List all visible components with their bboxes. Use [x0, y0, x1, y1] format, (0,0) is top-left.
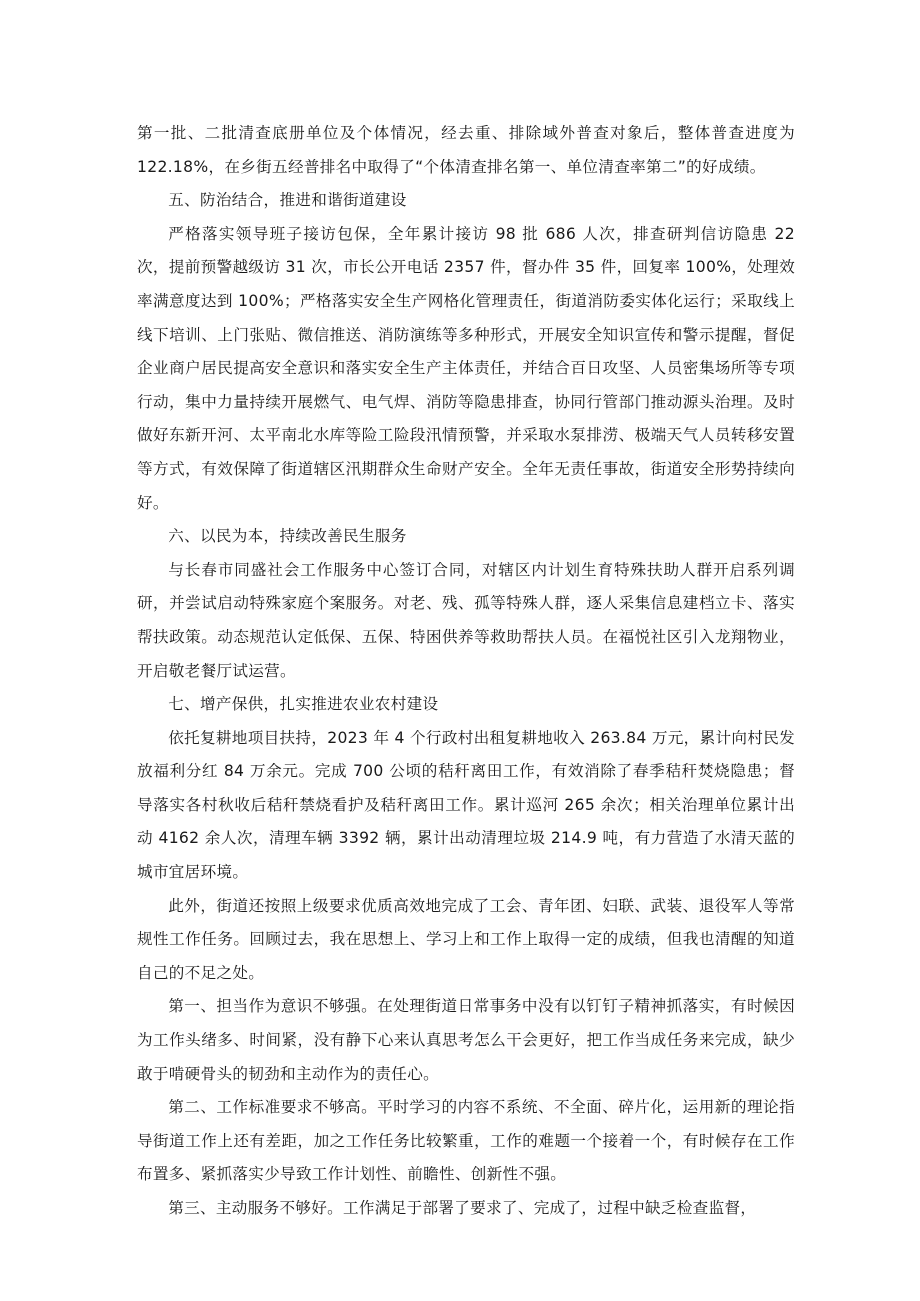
- paragraph-other-tasks: 此外，街道还按照上级要求优质高效地完成了工会、青年团、妇联、武装、退役军人等常规性工作任务。回顾过去，我在思想上、学习上和工作上取得一定的成绩，但我也清醒的知道自己的不足之处。: [137, 896, 795, 982]
- section-heading-five: 五、防治结合，推进和谐街道建设: [168, 191, 407, 210]
- paragraph-shortcoming-one: 第一、担当作为意识不够强。在处理街道日常事务中没有以钉钉子精神抓落实，有时候因为工作头绪多、时间紧，没有静下心来认真思考怎么干会更好，把工作当成任务来完成，缺少敢于啃硬骨头的韧劲和主动作为的责任心。: [137, 997, 795, 1083]
- paragraph-livelihood: 与长春市同盛社会工作服务中心签订合同，对辖区内计划生育特殊扶助人群开启系列调研，并尝试启动特殊家庭个案服务。对老、残、孤等特殊人群，逐人采集信息建档立卡、落实帮扶政策。动态规范认定低保、五保、特困供养等救助帮扶人员。在福悦社区引入龙翔物业，开启敬老餐厅试运营。: [137, 560, 795, 680]
- document-body: [137, 117, 795, 1226]
- paragraph-safety: 严格落实领导班子接访包保，全年累计接访 98 批 686 人次，排查研判信访隐患 22 次，提前预警越级访 31 次，市长公开电话 2357 件，督办件 35 件，回复率 100%，处理效率满意度达到 100%；严格落实安全生产网格化管理责任，街道消防委实体化运行；采取线上线下培训、上门张贴、微信推送、消防演练等多种形式，开展安全知识宣传和警示提醒，督促企业商户居民提高安全意识和落实安全生产主体责任，并结合百日攻坚、人员密集场所等专项行动，集中力量持续开展燃气、电气焊、消防等隐患排查，协同行管部门推动源头治理。及时做好东新开河、太平南北水库等险工险段汛情预警，并采取水泵排涝、极端天气人员转移安置等方式，有效保障了街道辖区汛期群众生命财产安全。全年无责任事故，街道安全形势持续向好。: [137, 224, 795, 512]
- section-heading-six: 六、以民为本，持续改善民生服务: [168, 527, 407, 546]
- paragraph-continuation: 第一批、二批清查底册单位及个体情况，经去重、排除域外普查对象后，整体普查进度为 122.18%，在乡街五经普排名中取得了“个体清查排名第一、单位清查率第二”的好成绩。: [137, 124, 795, 176]
- paragraph-shortcoming-two: 第二、工作标准要求不够高。平时学习的内容不系统、不全面、碎片化，运用新的理论指导街道工作上还有差距，加之工作任务比较繁重，工作的难题一个接着一个，有时候存在工作布置多、紧抓落实少导致工作计划性、前瞻性、创新性不强。: [137, 1098, 795, 1184]
- paragraph-agriculture: 依托复耕地项目扶持，2023 年 4 个行政村出租复耕地收入 263.84 万元，累计向村民发放福利分红 84 万余元。完成 700 公顷的秸秆离田工作，有效消除了春季秸秆焚烧隐患；督导落实各村秋收后秸秆禁烧看护及秸秆离田工作。累计巡河 265 余次；相关治理单位累计出动 4162 余人次，清理车辆 3392 辆，累计出动清理垃圾 214.9 吨，有力营造了水清天蓝的城市宜居环境。: [137, 728, 795, 882]
- section-heading-seven: 七、增产保供，扎实推进农业农村建设: [168, 695, 439, 714]
- paragraph-shortcoming-three: 第三、主动服务不够好。工作满足于部署了要求了、完成了，过程中缺乏检查监督，: [168, 1199, 757, 1217]
